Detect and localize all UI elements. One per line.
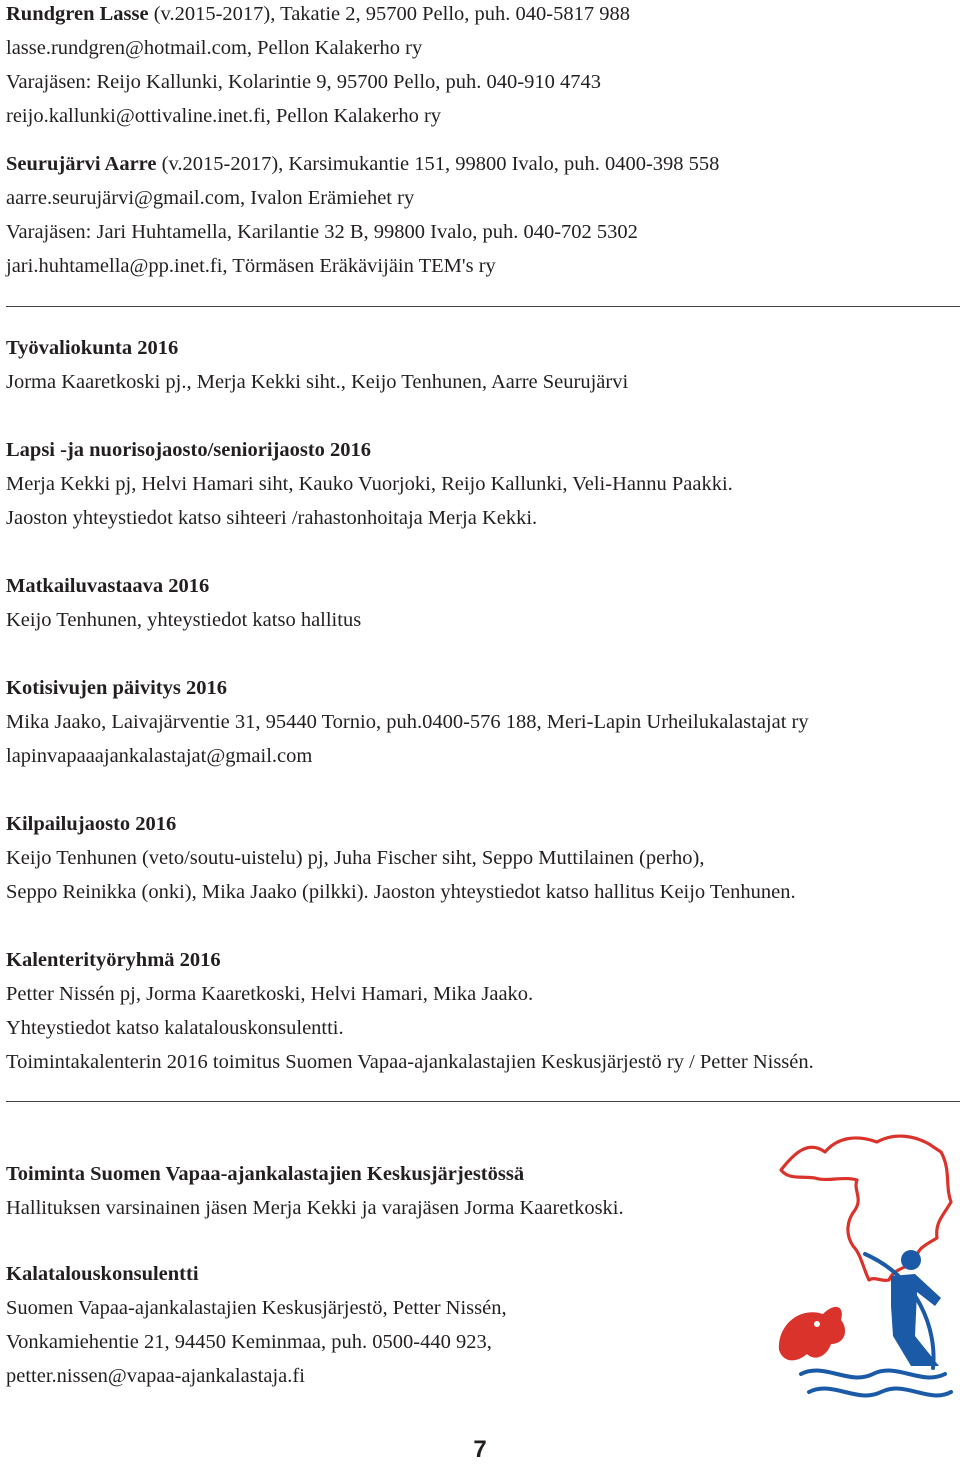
fisherman-head — [901, 1250, 921, 1270]
section-line: Jaoston yhteystiedot katso sihteeri /rahastonhoitaja Merja Kekki. — [6, 507, 538, 529]
section-line: Toimintakalenterin 2016 toimitus Suomen Vapaa-ajankalastajien Keskusjärjestö ry / Petter Nissén. — [6, 1051, 814, 1073]
fisherman-lapland-map-logo — [765, 1130, 960, 1410]
divider — [6, 306, 960, 307]
contact-deputy: Varajäsen: Jari Huhtamella, Karilantie 32 B, 99800 Ivalo, puh. 040-702 5302 — [6, 221, 638, 243]
member-name: Rundgren Lasse — [6, 3, 149, 25]
wave-path — [801, 1371, 945, 1378]
section-line: petter.nissen@vapaa-ajankalastaja.fi — [6, 1365, 305, 1387]
section-heading: Lapsi -ja nuorisojaosto/seniorijaosto 2016 — [6, 439, 372, 461]
section-heading: Kalenterityöryhmä 2016 — [6, 949, 221, 971]
section-heading: Toiminta Suomen Vapaa-ajankalastajien Keskusjärjestössä — [6, 1163, 525, 1185]
contact-email: aarre.seurujärvi@gmail.com, Ivalon Erämiehet ry — [6, 187, 415, 209]
section-line: Mika Jaako, Laivajärventie 31, 95440 Tornio, puh.0400-576 188, Meri-Lapin Urheilukalastajat ry — [6, 711, 809, 733]
contact-deputy: Varajäsen: Reijo Kallunki, Kolarintie 9, 95700 Pello, puh. 040-910 4743 — [6, 71, 601, 93]
contact-email: lasse.rundgren@hotmail.com, Pellon Kalakerho ry — [6, 37, 423, 59]
section-heading: Matkailuvastaava 2016 — [6, 575, 210, 597]
section-line: Suomen Vapaa-ajankalastajien Keskusjärjestö, Petter Nissén, — [6, 1297, 507, 1319]
wave-path — [809, 1389, 951, 1396]
section-heading: Kalatalouskonsulentti — [6, 1263, 199, 1285]
map-outline-path — [781, 1136, 951, 1280]
section-line: Hallituksen varsinainen jäsen Merja Kekki ja varajäsen Jorma Kaaretkoski. — [6, 1197, 624, 1219]
contact-email: reijo.kallunki@ottivaline.inet.fi, Pellon Kalakerho ry — [6, 105, 442, 127]
contact-aarre: Seurujärvi Aarre (v.2015-2017), Karsimukantie 151, 99800 Ivalo, puh. 0400-398 558 — [6, 153, 720, 175]
section-line: Vonkamiehentie 21, 94450 Keminmaa, puh. 0500-440 923, — [6, 1331, 492, 1353]
section-line: Yhteystiedot katso kalatalouskonsulentti. — [6, 1017, 344, 1039]
member-name: Seurujärvi Aarre — [6, 153, 157, 175]
divider — [6, 1101, 960, 1102]
contact-rundgren: Rundgren Lasse (v.2015-2017), Takatie 2, 95700 Pello, puh. 040-5817 988 — [6, 3, 630, 25]
section-line: Jorma Kaaretkoski pj., Merja Kekki siht., Keijo Tenhunen, Aarre Seurujärvi — [6, 371, 629, 393]
section-line: Petter Nissén pj, Jorma Kaaretkoski, Helvi Hamari, Mika Jaako. — [6, 983, 534, 1005]
contact-email: jari.huhtamella@pp.inet.fi, Törmäsen Eräkävijäin TEM's ry — [6, 255, 496, 277]
section-line: Seppo Reinikka (onki), Mika Jaako (pilkki). Jaoston yhteystiedot katso hallitus Keijo Tenhunen. — [6, 881, 796, 903]
section-line: Merja Kekki pj, Helvi Hamari siht, Kauko Vuorjoki, Reijo Kallunki, Veli-Hannu Paakki. — [6, 473, 733, 495]
section-line: lapinvapaaajankalastajat@gmail.com — [6, 745, 313, 767]
section-heading: Kilpailujaosto 2016 — [6, 813, 177, 835]
section-heading: Kotisivujen päivitys 2016 — [6, 677, 227, 699]
page-number: 7 — [473, 1436, 487, 1463]
section-heading: Työvaliokunta 2016 — [6, 337, 179, 359]
fish-path — [779, 1307, 845, 1361]
section-line: Keijo Tenhunen (veto/soutu-uistelu) pj, Juha Fischer siht, Seppo Muttilainen (perho), — [6, 847, 705, 869]
section-line: Keijo Tenhunen, yhteystiedot katso hallitus — [6, 609, 362, 631]
